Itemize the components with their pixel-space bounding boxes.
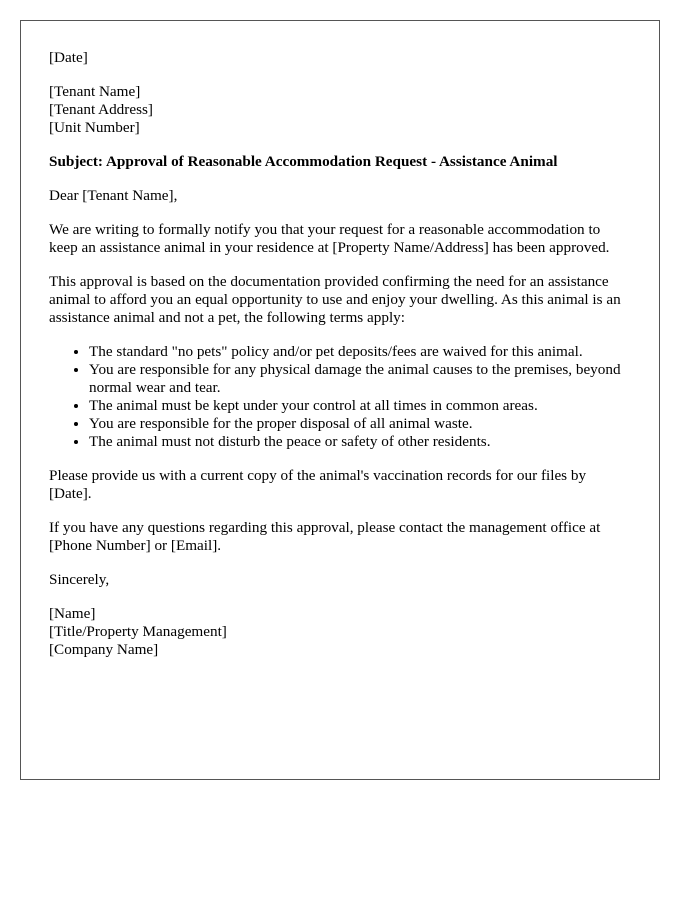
signature-title: [Title/Property Management] <box>49 623 227 640</box>
letter-date: [Date] <box>49 49 88 66</box>
recipient-name: [Tenant Name] <box>49 83 141 100</box>
recipient-block <box>49 83 631 137</box>
terms-list-item: • The animal must not disturb the peace or safety of other residents. <box>89 433 631 451</box>
signature-name: [Name] <box>49 605 96 622</box>
recipient-unit: [Unit Number] <box>49 119 140 136</box>
letter-subject: Subject: Approval of Reasonable Accommodation Request - Assistance Animal <box>49 153 558 170</box>
signature-company: [Company Name] <box>49 641 159 658</box>
letter-paragraph-4: If you have any questions regarding this approval, please contact the management office at [Phone Number] or [Email]. <box>49 519 601 554</box>
recipient-address: [Tenant Address] <box>49 101 153 118</box>
terms-list <box>49 343 631 451</box>
letter-paragraph-2: This approval is based on the documentation provided confirming the need for an assistance animal to afford you an equal opportunity to use and enjoy your dwelling. As this animal is an assistance animal and not a pet, the following terms apply: <box>49 273 621 326</box>
letter-paragraph-1: We are writing to formally notify you that your request for a reasonable accommodation to keep an assistance animal in your residence at [Property Name/Address] has been approved. <box>49 221 610 256</box>
letter-closing: Sincerely, <box>49 571 110 588</box>
terms-list-item: • The standard "no pets" policy and/or pet deposits/fees are waived for this animal. <box>89 343 631 361</box>
terms-list-item: • The animal must be kept under your control at all times in common areas. <box>89 397 631 415</box>
signature-block <box>49 605 631 659</box>
terms-list-item: • You are responsible for the proper disposal of all animal waste. <box>89 415 631 433</box>
letter-salutation: Dear [Tenant Name], <box>49 187 178 204</box>
letter-paragraph-3: Please provide us with a current copy of the animal's vaccination records for our files by [Date]. <box>49 467 587 502</box>
terms-list-item: • You are responsible for any physical damage the animal causes to the premises, beyond normal wear and tear. <box>89 361 631 397</box>
letter-page <box>20 20 660 780</box>
